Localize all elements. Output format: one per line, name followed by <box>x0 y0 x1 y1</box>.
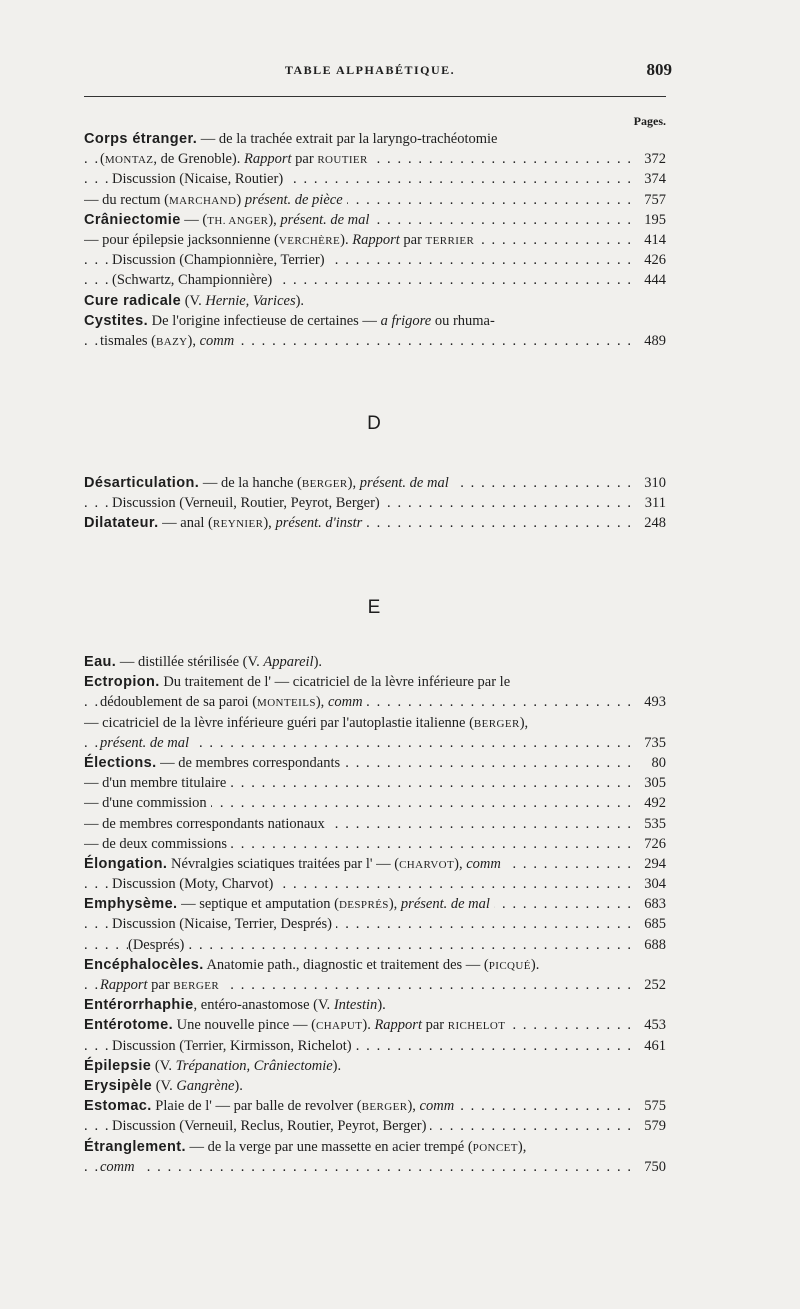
entry-keyword: Corps étranger. <box>84 131 198 147</box>
index-line <box>84 1015 666 1035</box>
page-reference: 535 <box>630 814 666 834</box>
index-line-text <box>84 1058 345 1074</box>
index-line-text <box>84 475 453 491</box>
index-line <box>84 190 666 210</box>
index-line-text <box>84 654 326 670</box>
index-line-text <box>84 1078 247 1094</box>
index-line <box>84 250 666 270</box>
entry-text: Plaie de l' — par balle de revolver ( <box>151 1098 362 1115</box>
index-line <box>84 331 666 351</box>
author-name: ROUTIER <box>317 154 368 167</box>
entry-text: ) <box>236 191 245 208</box>
entry-text: par <box>399 231 426 248</box>
author-name: RICHELOT <box>447 1020 506 1033</box>
author-name: BERGER <box>301 478 348 490</box>
author-name: CHAPUT <box>315 1020 363 1033</box>
index-line-text <box>112 1118 430 1134</box>
index-line-text <box>84 816 329 832</box>
entry-keyword: Dilatateur. <box>84 515 159 532</box>
index-line <box>84 975 666 995</box>
author-name: CHARVOT <box>399 858 455 871</box>
index-line <box>84 1076 666 1096</box>
index-line <box>84 291 666 311</box>
entry-text: (Schwartz, Championnière) <box>112 272 273 289</box>
pages-column-label: Pages. <box>633 114 666 128</box>
entry-text: — de membres correspondants <box>156 754 341 771</box>
header-rule <box>84 96 666 97</box>
entry-text: ). <box>530 956 540 973</box>
index-line <box>84 793 666 813</box>
entry-keyword: Estomac. <box>84 1098 152 1115</box>
author-name: BERGER <box>173 980 220 992</box>
italic-text: Rapport <box>352 231 400 248</box>
entry-text: — de deux commissions <box>84 835 227 852</box>
entry-text: ). <box>362 1017 375 1034</box>
italic-text: présent. de mal <box>400 896 490 913</box>
page-reference: 426 <box>630 250 666 270</box>
author-name: PONCET <box>472 1141 518 1154</box>
index-line-text <box>84 212 373 228</box>
index-line <box>84 955 666 975</box>
entry-text: — de la hanche ( <box>199 475 302 491</box>
entry-text: — septique et amputation ( <box>177 896 339 913</box>
entry-text: — de la trachée extrait par la laryngo-trachéotomie <box>197 131 498 147</box>
index-line-text <box>84 232 478 248</box>
index-line <box>84 935 666 955</box>
entry-keyword: Cystites. <box>84 312 149 329</box>
author-name: BAZY <box>155 335 188 348</box>
entry-keyword: Crâniectomie <box>84 211 181 228</box>
index-line <box>84 210 666 230</box>
page-reference: 575 <box>630 1096 666 1116</box>
entry-text: ), <box>263 515 276 532</box>
index-line-text <box>84 1139 530 1155</box>
page-reference: 294 <box>630 854 666 874</box>
index-line <box>84 874 666 894</box>
entry-text: — pour épilepsie jacksonnienne ( <box>84 231 279 248</box>
page-reference: 453 <box>630 1015 666 1035</box>
entry-text: par <box>421 1017 448 1034</box>
page-reference: 492 <box>630 793 666 813</box>
index-line-text <box>84 1017 509 1033</box>
entry-text: — ( <box>180 211 208 228</box>
index-line-text <box>84 856 505 872</box>
entry-text: tismales ( <box>100 332 156 349</box>
entry-keyword: Élongation. <box>84 855 168 872</box>
page-reference: 683 <box>630 894 666 914</box>
index-line-text <box>112 252 329 268</box>
italic-text: présent. de pièce <box>244 191 343 208</box>
entry-text: Discussion (Verneuil, Routier, Peyrot, Berger) <box>112 495 380 512</box>
index-line-text <box>112 171 287 187</box>
author-name: MONTAZ <box>104 154 154 167</box>
index-line-text <box>100 1159 139 1175</box>
entry-text: par <box>291 151 318 168</box>
section-c-entries <box>84 129 666 351</box>
entry-text: ou rhuma- <box>431 312 495 329</box>
index-line <box>84 753 666 773</box>
index-line <box>84 513 666 533</box>
italic-text: Rapport <box>374 1017 422 1034</box>
entry-text: — cicatriciel de la lèvre inférieure guéri par l'autoplastie italienne ( <box>84 714 474 731</box>
italic-text: Rapport <box>244 151 292 168</box>
index-line-text <box>84 957 543 973</box>
index-line <box>84 149 666 169</box>
entry-text: ). <box>377 997 386 1014</box>
author-name: TERRIER <box>425 234 475 247</box>
entry-text: — d'une commission <box>84 795 207 812</box>
entry-text: — de membres correspondants nationaux <box>84 815 325 832</box>
index-line-text <box>112 272 276 288</box>
page-reference: 757 <box>630 190 666 210</box>
author-name: BERGER <box>361 1101 408 1114</box>
italic-text: Rapport <box>100 977 148 993</box>
author-name: DESPRÉS <box>338 899 389 912</box>
index-line <box>84 834 666 854</box>
entry-text: — anal ( <box>158 515 213 532</box>
italic-text: présent. de mal <box>100 734 189 751</box>
entry-text: ). <box>313 654 323 670</box>
page-reference: 735 <box>630 733 666 753</box>
index-line-text <box>84 131 502 147</box>
section-letter-e: E <box>367 597 381 618</box>
index-line <box>84 914 666 934</box>
page-reference: 579 <box>630 1116 666 1136</box>
index-line-text <box>84 896 494 912</box>
page-reference: 685 <box>630 914 666 934</box>
index-line-text <box>84 997 390 1013</box>
entry-text: (V. <box>181 292 206 309</box>
entry-keyword: Encéphalocèles. <box>84 956 204 973</box>
index-line-text <box>100 694 367 710</box>
index-line <box>84 773 666 793</box>
page-reference: 310 <box>630 473 666 493</box>
entry-text: Discussion (Terrier, Kirmisson, Richelot) <box>112 1037 352 1054</box>
author-name: VERCHÈRE <box>278 234 341 247</box>
italic-text: présent. de mal <box>359 475 449 491</box>
entry-text: Névralgies sciatiques traitées par l' — ( <box>167 855 400 872</box>
entry-keyword: Épilepsie <box>84 1057 152 1074</box>
index-line-text <box>84 795 211 811</box>
index-line-text <box>84 313 499 329</box>
index-line <box>84 814 666 834</box>
entry-keyword: Élections. <box>84 754 157 771</box>
italic-text: Appareil <box>263 654 314 670</box>
italic-text: a frigore <box>380 312 432 329</box>
italic-text: présent. de mal <box>280 211 370 228</box>
index-line <box>84 995 666 1015</box>
italic-text: Hernie, Varices <box>205 292 296 309</box>
entry-text: De l'origine infectieuse de certaines — <box>148 312 381 329</box>
index-line <box>84 1096 666 1116</box>
entry-text: ), <box>519 714 529 731</box>
section-letter-d: D <box>367 413 381 434</box>
index-line <box>84 1137 666 1157</box>
italic-text: comm <box>419 1098 455 1115</box>
index-line-text <box>100 151 372 167</box>
italic-text: Intestin <box>333 997 378 1014</box>
page-reference: 195 <box>630 210 666 230</box>
entry-text: (Després) <box>128 936 185 953</box>
index-line <box>84 652 666 672</box>
entry-text: ), <box>388 896 401 913</box>
entry-keyword: Désarticulation. <box>84 475 200 491</box>
entry-text: ), <box>315 694 328 711</box>
index-line-text <box>112 916 336 932</box>
entry-keyword: Emphysème. <box>84 896 178 913</box>
page-reference: 374 <box>630 169 666 189</box>
author-name: MONTEILS <box>257 697 316 710</box>
index-line <box>84 672 666 692</box>
entry-text: Discussion (Championnière, Terrier) <box>112 252 325 269</box>
index-line <box>84 1116 666 1136</box>
entry-text: ), <box>517 1138 527 1155</box>
entry-text: , de Grenoble). <box>153 151 245 168</box>
page-reference: 750 <box>630 1157 666 1177</box>
index-line-text <box>84 1098 458 1114</box>
index-line-text <box>84 674 514 690</box>
entry-text: — d'un membre titulaire <box>84 775 227 792</box>
entry-text: — de la verge par une massette en acier trempé ( <box>185 1138 473 1155</box>
index-line-text <box>100 735 193 751</box>
entry-keyword: Erysipèle <box>84 1077 153 1094</box>
page-reference: 80 <box>630 753 666 773</box>
page-reference: 688 <box>630 935 666 955</box>
index-line-text <box>84 836 231 852</box>
entry-text: Discussion (Moty, Charvot) <box>112 876 274 893</box>
entry-text: , entéro-anastomose (V. <box>193 997 334 1014</box>
index-line <box>84 1056 666 1076</box>
page-reference: 489 <box>630 331 666 351</box>
entry-keyword: Eau. <box>84 654 117 670</box>
entry-text: Anatomie path., diagnostic et traitement des — ( <box>203 956 489 973</box>
page-number: 809 <box>646 60 672 79</box>
author-name: REYNIER <box>212 518 264 531</box>
author-name: PICQUÉ <box>488 959 531 972</box>
entry-text: Une nouvelle pince — ( <box>173 1017 316 1034</box>
index-line-text <box>112 1038 356 1054</box>
page-reference: 461 <box>630 1036 666 1056</box>
page-reference: 252 <box>630 975 666 995</box>
author-name: MARCHAND <box>168 194 237 207</box>
italic-text: comm <box>100 1158 135 1175</box>
page-reference: 493 <box>630 692 666 712</box>
entry-text: ), <box>187 332 200 349</box>
entry-text: Discussion (Verneuil, Reclus, Routier, Peyrot, Berger) <box>112 1118 427 1135</box>
entry-keyword: Ectropion. <box>84 674 160 691</box>
entry-text: — distillée stérilisée (V. <box>116 654 264 670</box>
running-title: TABLE ALPHABÉTIQUE. <box>284 63 456 77</box>
entry-text: ), <box>347 475 360 491</box>
index-line <box>84 230 666 250</box>
italic-text: comm <box>466 855 501 872</box>
index-line-text <box>84 192 347 208</box>
page-reference: 248 <box>630 513 666 533</box>
index-line <box>84 1157 666 1177</box>
italic-text: Trépanation, Crâniectomie <box>175 1057 333 1074</box>
entry-keyword: Entérotome. <box>84 1017 173 1034</box>
entry-text: ( <box>100 151 105 168</box>
index-line-text <box>84 715 532 731</box>
page-reference: 311 <box>630 493 666 513</box>
index-line-text <box>84 293 308 309</box>
index-line <box>84 733 666 753</box>
index-line-text <box>112 876 277 892</box>
entry-text: Discussion (Nicaise, Routier) <box>112 171 284 188</box>
italic-text: comm <box>327 694 363 711</box>
index-line-text <box>100 977 223 993</box>
index-line-text <box>128 937 188 953</box>
entry-text: par <box>147 977 174 993</box>
entry-keyword: Entérorrhaphie <box>84 997 194 1014</box>
entry-text: ). <box>234 1077 243 1094</box>
entry-text: Discussion (Nicaise, Terrier, Després) <box>112 916 332 933</box>
page-reference: 444 <box>630 270 666 290</box>
index-line <box>84 473 666 493</box>
entry-text: ). <box>295 292 305 309</box>
index-line <box>84 270 666 290</box>
page-reference: 414 <box>630 230 666 250</box>
entry-text: ), <box>268 211 281 228</box>
italic-text: comm <box>199 332 235 349</box>
index-line <box>84 169 666 189</box>
index-line <box>84 311 666 331</box>
index-line-text <box>112 495 384 511</box>
author-name: BERGER <box>473 717 520 730</box>
italic-text: Gangrène <box>176 1077 235 1094</box>
section-d-entries <box>84 473 666 534</box>
index-line <box>84 692 666 712</box>
index-line <box>84 129 666 149</box>
index-line <box>84 1036 666 1056</box>
page-reference: 372 <box>630 149 666 169</box>
entry-text: ). <box>332 1057 342 1074</box>
index-line <box>84 894 666 914</box>
index-line <box>84 493 666 513</box>
page-reference: 305 <box>630 773 666 793</box>
index-line-text <box>84 755 344 771</box>
entry-text: — du rectum ( <box>84 191 169 208</box>
entry-text: (V. <box>152 1077 177 1094</box>
entry-text: dédoublement de sa paroi ( <box>100 694 258 711</box>
index-line-text <box>84 515 366 531</box>
entry-keyword: Étranglement. <box>84 1138 186 1155</box>
entry-keyword: Cure radicale <box>84 292 182 309</box>
entry-text: (V. <box>151 1057 176 1074</box>
entry-text: ), <box>454 855 467 872</box>
entry-text: Du traitement de l' — cicatriciel de la lèvre inférieure par le <box>159 674 511 691</box>
entry-text: ). <box>340 231 353 248</box>
index-line <box>84 854 666 874</box>
section-e-entries <box>84 652 666 1177</box>
author-name: TH. ANGER <box>207 214 269 227</box>
index-line <box>84 713 666 733</box>
index-line-text <box>84 775 230 791</box>
italic-text: présent. d'instr <box>275 515 363 532</box>
page-reference: 726 <box>630 834 666 854</box>
page-reference: 304 <box>630 874 666 894</box>
index-line-text <box>100 333 238 349</box>
entry-text: ), <box>407 1098 420 1115</box>
